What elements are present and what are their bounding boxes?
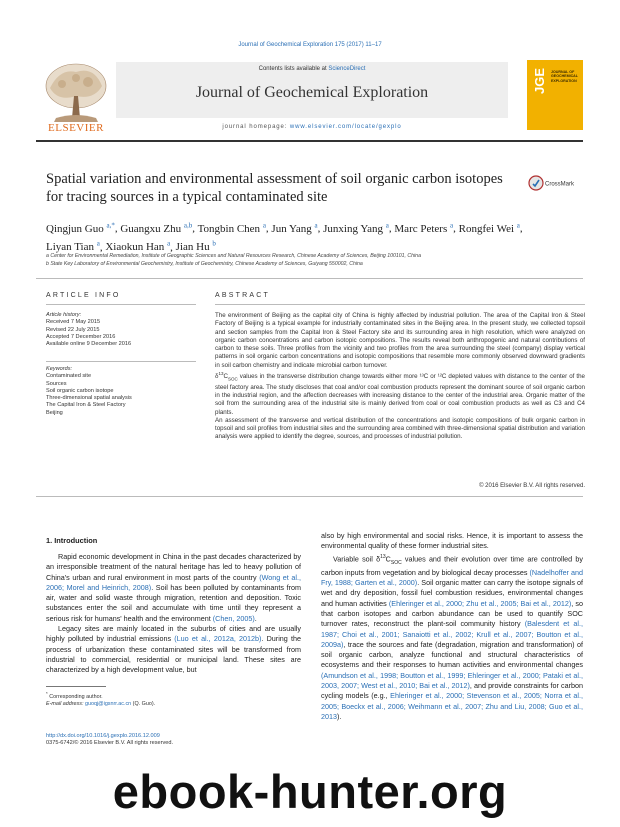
cover-title-line: EXPLORATION [551, 78, 577, 83]
citation-link[interactable]: (Nadelhoffer and Fry, 1988; Garten et al., 2000) [321, 567, 583, 588]
article-info-heading: ARTICLE INFO [46, 292, 121, 299]
crossmark-badge[interactable] [528, 175, 586, 191]
history-item: Received 7 May 2015 [46, 319, 101, 326]
contents-line [116, 66, 508, 72]
abstract-paragraph: The environment of Beijing as the capital city of China is highly affected by industrial pollution. The area of the Capital Iron & Steel Factory of Beijing is a typical example for industrially contaminated sites in the Beijing area. In the present study, we collected topsoil and section samples from the Capital Iron & Steel Factory site and its surrounding area in high resolution, which were analyzed on organic carbon concentrations and carbon isotopic compositions. The results reveal both anthropogenic and natural contributions of carbon to these soils. Three profiles from the vicinity and two profiles from the area surrounding the steel (company) display vertical patterns in soil organic carbon concentrations and isotopic compositions that resemble more commonly observed downward gradients in soil carbon chemistry and indicate microbial carbon turnover. [215, 312, 585, 369]
affiliation: b State Key Laboratory of Environmental Geochemistry, Institute of Geochemistry, Chinese Academy of Sciences, Guiyang 550002, China [46, 261, 363, 267]
watermark-overlay [0, 756, 620, 827]
author[interactable]: Tongbin Chen $^a$ [197, 221, 266, 235]
keyword: The Capital Iron & Steel Factory [46, 402, 126, 409]
author[interactable]: Jun Yang $^a$ [271, 221, 318, 235]
journal-cover-thumbnail[interactable] [527, 60, 583, 130]
homepage-link[interactable]: www.elsevier.com/locate/gexplo [289, 124, 402, 130]
footnote [46, 690, 301, 709]
author[interactable]: Qingjun Guo $^{a,*}$ [46, 221, 115, 235]
header-divider [36, 140, 583, 142]
citation-link[interactable]: (Luo et al., 2012a, 2012b) [174, 634, 262, 644]
contents-prefix: Contents lists available at [258, 66, 329, 72]
abstract-paragraph: $\delta^{13}C_{SOC}$ values in the transverse distribution change towards either more ¹³C or ¹²C depleted values with distance to the center of the steel factory area. The study discloses that coal and/or coal combustion products represent the dominant source of soil organic carbon in the industrial region, and the affection decreases with increasing distance to the center of the industrial area. Organic matter of the soil from the surrounding area of the industrial site is mainly derived from coal or coal combustion products as well as C3 and C4 plants. [215, 371, 585, 416]
citation-link[interactable]: (Chen, 2005) [212, 613, 255, 623]
keyword: Soil organic carbon isotope [46, 387, 114, 394]
history-item: Revised 22 July 2015 [46, 326, 100, 333]
email-note: E-mail address: guoqj@igsnrr.ac.cn (Q. Guo). [46, 701, 156, 708]
body-paragraph: also by high environmental and social risks. Hence, it is important to assess the environmental quality of these former industrial sites. [321, 531, 583, 551]
author[interactable]: Marc Peters $^a$ [394, 221, 454, 235]
author-list [46, 218, 576, 255]
copyright-notice: © 2016 Elsevier B.V. All rights reserved. [479, 483, 585, 489]
citation-link[interactable]: Ehleringer et al., 2000; Stevenson et al., 2005; Norra et al., 2005; Boeckx et al., 2006; Weihmann et al., 2007; Zhu and Liu, 2008; Guo et al., 2013 [321, 691, 584, 721]
sciencedirect-link[interactable]: ScienceDirect [328, 66, 366, 72]
body-paragraph: Legacy sites are mainly located in the suburbs of cities and are usually highly polluted by industrial emissions (Luo et al., 2012a, 2012b). During the process of urbanization these contaminated sites will be transformed from industrial to commercial, residential or municipal land. These sites are characterized by a high development value, but [46, 624, 301, 675]
author[interactable]: Junxing Yang $^a$ [323, 221, 389, 235]
abstract-end-rule [36, 496, 583, 497]
author[interactable]: Guangxu Zhu $^{a,b}$ [120, 221, 193, 235]
cover-abbr: JGE [532, 68, 547, 95]
keywords-label: Keywords: [46, 366, 73, 372]
intro-left-column [46, 552, 301, 676]
email-link[interactable]: guoqj@igsnrr.ac.cn [84, 701, 132, 708]
keywords-rule [46, 361, 196, 362]
cover-title-line: GEOCHEMICAL [551, 74, 578, 79]
article-history [46, 312, 196, 348]
cover-title [551, 70, 581, 83]
intro-right-column [321, 531, 583, 722]
abstract-heading: ABSTRACT [215, 292, 270, 299]
abstract-rule [215, 304, 585, 305]
journal-homepage [116, 124, 508, 130]
history-item: Accepted 7 December 2016 [46, 333, 116, 340]
body-paragraph: Rapid economic development in China in the past decades characterized by an irresponsible treatment of the natural heritage has led to heavy pollution of China's urban and rural environment in most parts of the country (Wong et al., 2006; Morel and Heinrich, 2008). Soil has been polluted by contaminants from air, water and solid waste through migration, retention and deposition. Toxic substances enter the soil and accumulate with time until they represent a serious risk for humans' health and the environment (Chen, 2005). [46, 552, 301, 623]
citation-link[interactable]: (Ehleringer et al., 2000; Zhu et al., 2005; Bai et al., 2012) [388, 598, 572, 608]
body-paragraph: Variable soil $\delta^{13}C_{SOC}$ values and their evolution over time are controlled by carbon inputs from vegetation and by biological decay processes (Nadelhoffer and Fry, 1988; Garten et al., 2000). Soil organic matter can carry the isotope signals of wet and dry deposition, fossil fuel combustion residues, environmental changes and human activities (Ehleringer et al., 2000; Zhu et al., 2005; Bai et al., 2012), so that carbon isotopes and carbon abundance can be used to quantify SOC turnover rates, reconstruct the plant-soil community history (Balesdent et al., 1987; Choi et al., 2001; Sanaiotti et al., 2002; Krull et al., 2007; Boutton et al., 2009a), trace the sources and fate (degradation, migration and transformation) of soil organic carbon, analyze functional and structural characteristics of ecosystems and their responses to human activities and environmental changes (Amundson et al., 1998; Boutton et al., 1999; Ehleringer et al., 2000; Pataki et al., 2003, 2007; West et al., 2010; Bai et al., 2012), and provide constraints for carbon cycling models (e.g., Ehleringer et al., 2000; Stevenson et al., 2005; Norra et al., 2005; Boeckx et al., 2006; Weihmann et al., 2007; Zhu and Liu, 2008; Guo et al., 2013). [321, 553, 584, 721]
keyword: Sources [46, 380, 67, 387]
homepage-prefix: journal homepage: [222, 124, 290, 130]
cover-title-line: JOURNAL OF [551, 70, 575, 74]
author[interactable]: Rongfei Wei $^a$ [458, 221, 520, 235]
history-item: Available online 9 December 2016 [46, 341, 132, 348]
issn-line: 0375-6742/© 2016 Elsevier B.V. All rights reserved. [46, 740, 174, 747]
citation-link[interactable]: (Wong et al., 2006; Morel and Heinrich, 2008) [46, 572, 301, 592]
affiliations [46, 252, 576, 268]
intro-heading: 1. Introduction [46, 536, 98, 545]
keyword: Beijing [46, 409, 63, 416]
publisher-logo-text: ELSEVIER [48, 122, 104, 134]
article-info-rule [46, 304, 196, 305]
author-line: Qingjun Guo $^{a,*}$, Guangxu Zhu $^{a,b}$, Tongbin Chen $^a$, Jun Yang $^a$, Junxing Yang $^a$, Marc Peters $^a$, Rongfei Wei $^a$, [46, 221, 523, 235]
author[interactable]: Jian Hu $^b$ [175, 239, 216, 254]
footnote-rule [46, 686, 106, 687]
journal-title: Journal of Geochemical Exploration [195, 84, 429, 101]
watermark-text: ebook-hunter.org [112, 765, 508, 818]
keyword: Contaminated site [46, 373, 92, 380]
abstract-paragraph: An assessment of the transverse and vertical distribution of the concentrations and isotopic compositions of bulk organic carbon in topsoil and soil profiles from industrial sites and the surrounding area combined with three-dimensional spatial distribution and variation analysis were applied to identify the degree, sources, and processes of industrial pollution. [215, 416, 585, 441]
doi-block [46, 733, 301, 748]
crossmark-label: CrossMark [545, 181, 575, 188]
history-label: Article history: [46, 312, 82, 318]
keyword: Three-dimensional spatial analysis [46, 395, 132, 402]
doi-link[interactable]: http://dx.doi.org/10.1016/j.gexplo.2016.12.009 [46, 733, 160, 739]
journal-citation[interactable]: Journal of Geochemical Exploration 175 (2017) 11–17 [238, 42, 382, 48]
corresponding-author-note: * Corresponding author. [46, 691, 103, 700]
keywords [46, 366, 196, 417]
affiliation: a Center for Environmental Remediation, Institute of Geographic Sciences and Natural Resources Research, Chinese Academy of Sciences, Beijing 100101, China [46, 253, 421, 259]
citation-link[interactable]: (Amundson et al., 1998; Boutton et al., 1999; Ehleringer et al., 2000; Pataki et al., 2003, 2007; West et al., 2010; Bai et al., 2012) [321, 670, 583, 690]
citation-link[interactable]: (Balesdent et al., 1987; Choi et al., 2001; Sanaiotti et al., 2002; Krull et al., 2007; Boutton et al., 2009a) [321, 619, 583, 649]
author[interactable]: Xiaokun Han $^a$ [105, 239, 171, 254]
article-title: Spatial variation and environmental assessment of soil organic carbon isotopes for tracing sources in a typical contaminated site [46, 171, 503, 205]
abstract-body [215, 312, 585, 442]
section-divider [36, 278, 583, 279]
author[interactable]: Liyan Tian $^a$ [46, 239, 100, 254]
author-line: Liyan Tian $^a$, Xiaokun Han $^a$, Jian Hu $^b$ [46, 239, 216, 254]
